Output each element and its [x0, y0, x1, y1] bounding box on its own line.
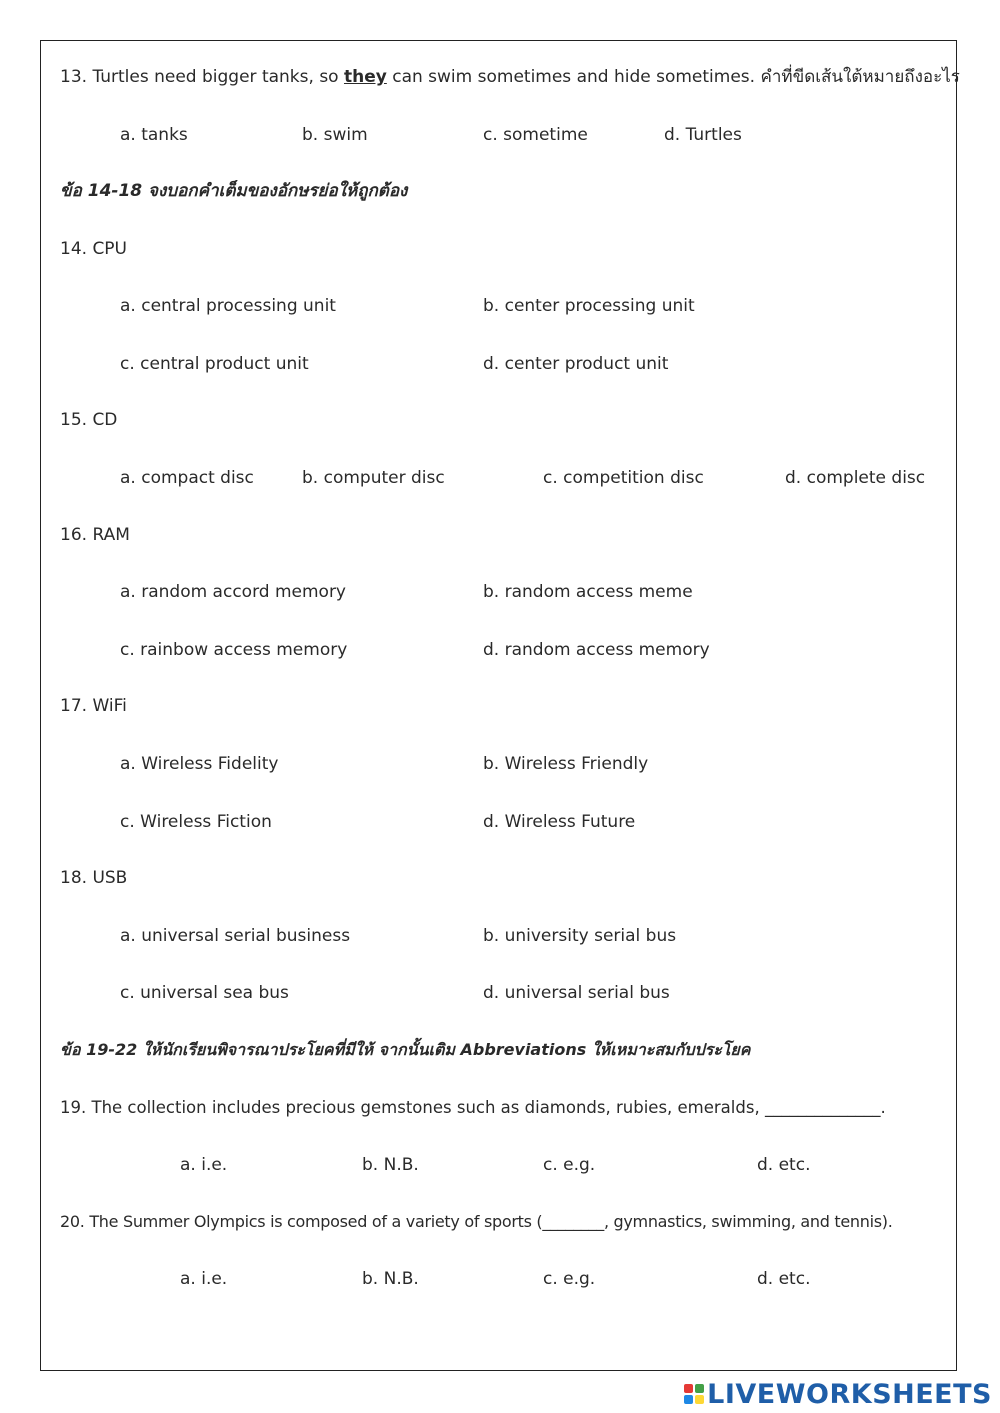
q17-option-c[interactable]: c. Wireless Fiction: [120, 812, 272, 832]
q19-option-c[interactable]: c. e.g.: [543, 1155, 596, 1175]
q13-option-c[interactable]: c. sometime: [483, 125, 588, 145]
q15-option-b[interactable]: b. computer disc: [302, 468, 445, 488]
q15-option-c[interactable]: c. competition disc: [543, 468, 704, 488]
question-13-text: 13. Turtles need bigger tanks, so: [60, 67, 344, 87]
q20-option-a[interactable]: a. i.e.: [180, 1269, 228, 1289]
section-heading-14-18: ข้อ 14-18 จงบอกคำเต็มของอักษรย่อให้ถูกต้อง: [60, 181, 408, 201]
q14-option-a[interactable]: a. central processing unit: [120, 296, 336, 316]
q17-option-d[interactable]: d. Wireless Future: [483, 812, 636, 832]
q19-option-a[interactable]: a. i.e.: [180, 1155, 228, 1175]
question-18: 18. USB: [60, 868, 128, 888]
q18-option-c[interactable]: c. universal sea bus: [120, 983, 289, 1003]
worksheet-frame: [40, 40, 957, 1371]
q14-option-d[interactable]: d. center product unit: [483, 354, 669, 374]
question-16: 16. RAM: [60, 525, 130, 545]
q15-option-a[interactable]: a. compact disc: [120, 468, 254, 488]
section-heading-19-22: ข้อ 19-22 ให้นักเรียนพิจารณาประโยคที่มีให้ จากนั้นเติม Abbreviations ให้เหมาะสมกับประโยค: [60, 1040, 751, 1059]
q20-option-b[interactable]: b. N.B.: [362, 1269, 419, 1289]
question-20: 20. The Summer Olympics is composed of a variety of sports (________, gymnastics, swimming, and tennis).: [60, 1212, 893, 1231]
q19-option-b[interactable]: b. N.B.: [362, 1155, 419, 1175]
q15-option-d[interactable]: d. complete disc: [785, 468, 926, 488]
question-14: 14. CPU: [60, 239, 128, 259]
q16-option-b[interactable]: b. random access meme: [483, 582, 693, 602]
liveworksheets-logo: [684, 1379, 992, 1409]
question-17: 17. WiFi: [60, 696, 127, 716]
q18-option-d[interactable]: d. universal serial bus: [483, 983, 670, 1003]
q20-option-d[interactable]: d. etc.: [757, 1269, 811, 1289]
q18-option-a[interactable]: a. universal serial business: [120, 926, 351, 946]
question-19: 19. The collection includes precious gemstones such as diamonds, rubies, emeralds, ______________.: [60, 1098, 886, 1117]
q13-option-a[interactable]: a. tanks: [120, 125, 188, 145]
question-13: [60, 66, 960, 88]
question-13-underlined-word: they: [343, 67, 387, 87]
question-13-text-end: can swim sometimes and hide sometimes. คำที่ขีดเส้นใต้หมายถึงอะไร: [386, 67, 960, 87]
q13-option-b[interactable]: b. swim: [302, 125, 368, 145]
logo-square-3: [684, 1395, 693, 1404]
q16-option-d[interactable]: d. random access memory: [483, 640, 710, 660]
q14-option-c[interactable]: c. central product unit: [120, 354, 309, 374]
q17-option-b[interactable]: b. Wireless Friendly: [483, 754, 649, 774]
q16-option-c[interactable]: c. rainbow access memory: [120, 640, 348, 660]
question-15: 15. CD: [60, 410, 118, 430]
q17-option-a[interactable]: a. Wireless Fidelity: [120, 754, 279, 774]
q14-option-b[interactable]: b. center processing unit: [483, 296, 695, 316]
q20-option-c[interactable]: c. e.g.: [543, 1269, 596, 1289]
logo-square-2: [695, 1384, 704, 1393]
q19-option-d[interactable]: d. etc.: [757, 1155, 811, 1175]
brand-name: LIVEWORKSHEETS: [707, 1378, 992, 1410]
logo-square-4: [695, 1395, 704, 1404]
q18-option-b[interactable]: b. university serial bus: [483, 926, 677, 946]
q16-option-a[interactable]: a. random accord memory: [120, 582, 346, 602]
logo-square-1: [684, 1384, 693, 1393]
q13-option-d[interactable]: d. Turtles: [664, 125, 742, 145]
brand-grid-icon: [684, 1384, 704, 1404]
